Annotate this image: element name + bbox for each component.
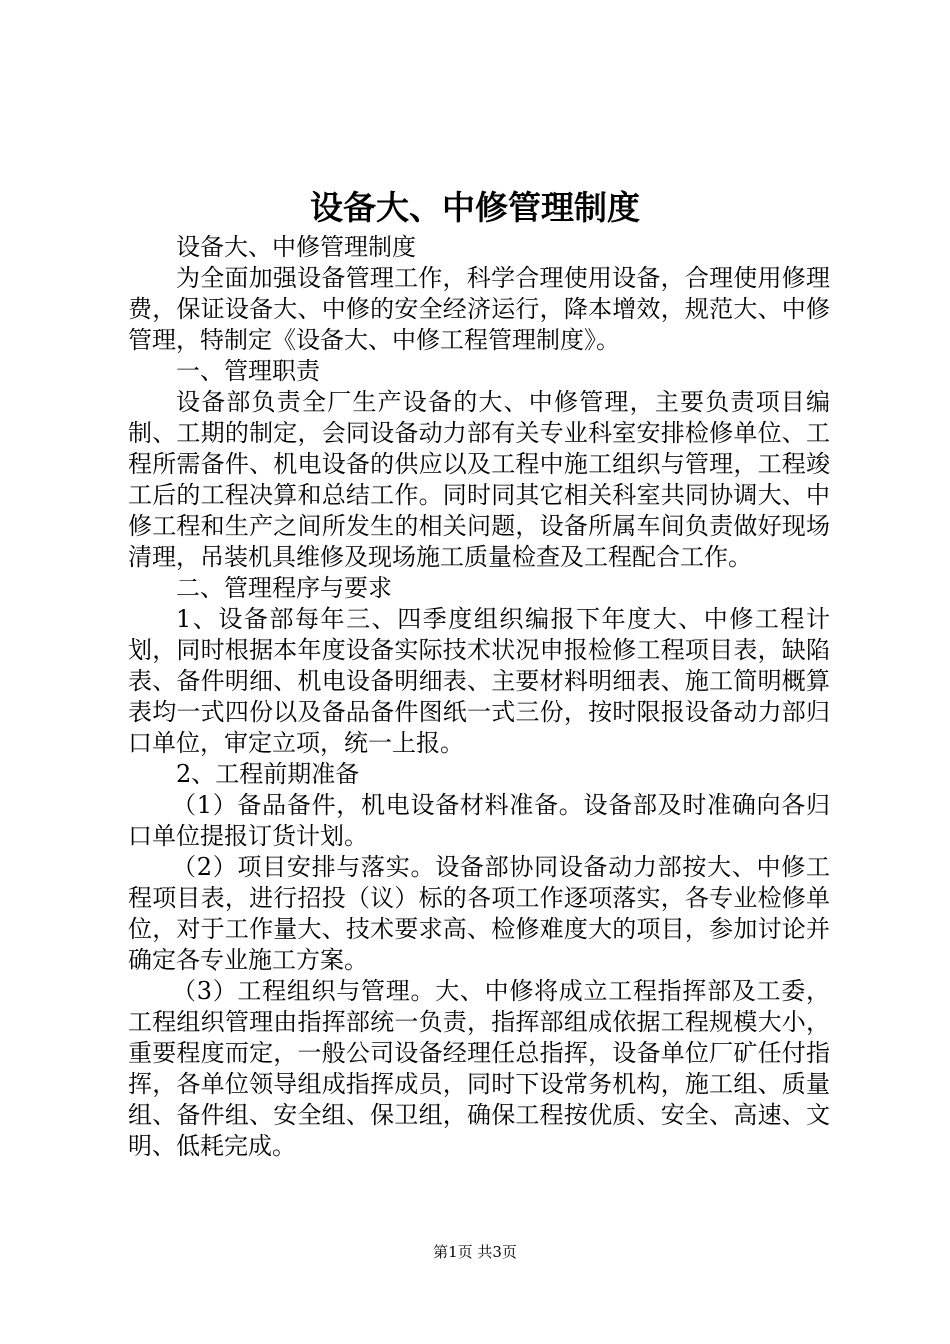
document-body xyxy=(128,232,830,1162)
paragraph-preparation-2: （2）项目安排与落实。设备部协同设备动力部按大、中修工程项目表，进行招投（议）标的各项工作逐项落实，各专业检修单位，对于工作量大、技术要求高、检修难度大的项目，参加讨论并确定各专业施工方案。 xyxy=(128,853,830,974)
subsection-heading-preparation: 2、工程前期准备 xyxy=(176,760,360,788)
paragraph-heading-repeat: 设备大、中修管理制度 xyxy=(176,233,416,261)
paragraph-responsibilities: 设备部负责全厂生产设备的大、中修管理，主要负责项目编制、工期的制定，会同设备动力部有关专业科室安排检修单位、工程所需备件、机电设备的供应以及工程中施工组织与管理，工程竣工后的工程决算和总结工作。同时同其它相关科室共同协调大、中修工程和生产之间所发生的相关问题，设备所属车间负责做好现场清理，吊装机具维修及现场施工质量检查及工程配合工作。 xyxy=(128,388,830,571)
paragraph-procedure-1: 1、设备部每年三、四季度组织编报下年度大、中修工程计划，同时根据本年度设备实际技术状况申报检修工程项目表，缺陷表、备件明细、机电设备明细表、主要材料明细表、施工简明概算表均一式四份以及备品备件图纸一式三份，按时限报设备动力部归口单位，审定立项，统一上报。 xyxy=(128,605,830,757)
page-footer: 第1页 共3页 xyxy=(433,1243,517,1261)
paragraph-preparation-3: （3）工程组织与管理。大、中修将成立工程指挥部及工委，工程组织管理由指挥部统一负责，指挥部组成依据工程规模大小，重要程度而定，一般公司设备经理任总指挥，设备单位厂矿任付指挥，各单位领导组成指挥成员，同时下设常务机构，施工组、质量组、备件组、安全组、保卫组，确保工程按优质、安全、高速、文明、低耗完成。 xyxy=(128,977,830,1160)
paragraph-intro: 为全面加强设备管理工作，科学合理使用设备，合理使用修理费，保证设备大、中修的安全经济运行，降本增效，规范大、中修管理，特制定《设备大、中修工程管理制度》。 xyxy=(128,264,830,354)
paragraph-preparation-1: （1）备品备件，机电设备材料准备。设备部及时准确向各归口单位提报订货计划。 xyxy=(128,791,830,850)
document-title: 设备大、中修管理制度 xyxy=(310,188,640,227)
section-heading-responsibilities: 一、管理职责 xyxy=(176,357,320,385)
section-heading-procedures: 二、管理程序与要求 xyxy=(176,574,392,602)
